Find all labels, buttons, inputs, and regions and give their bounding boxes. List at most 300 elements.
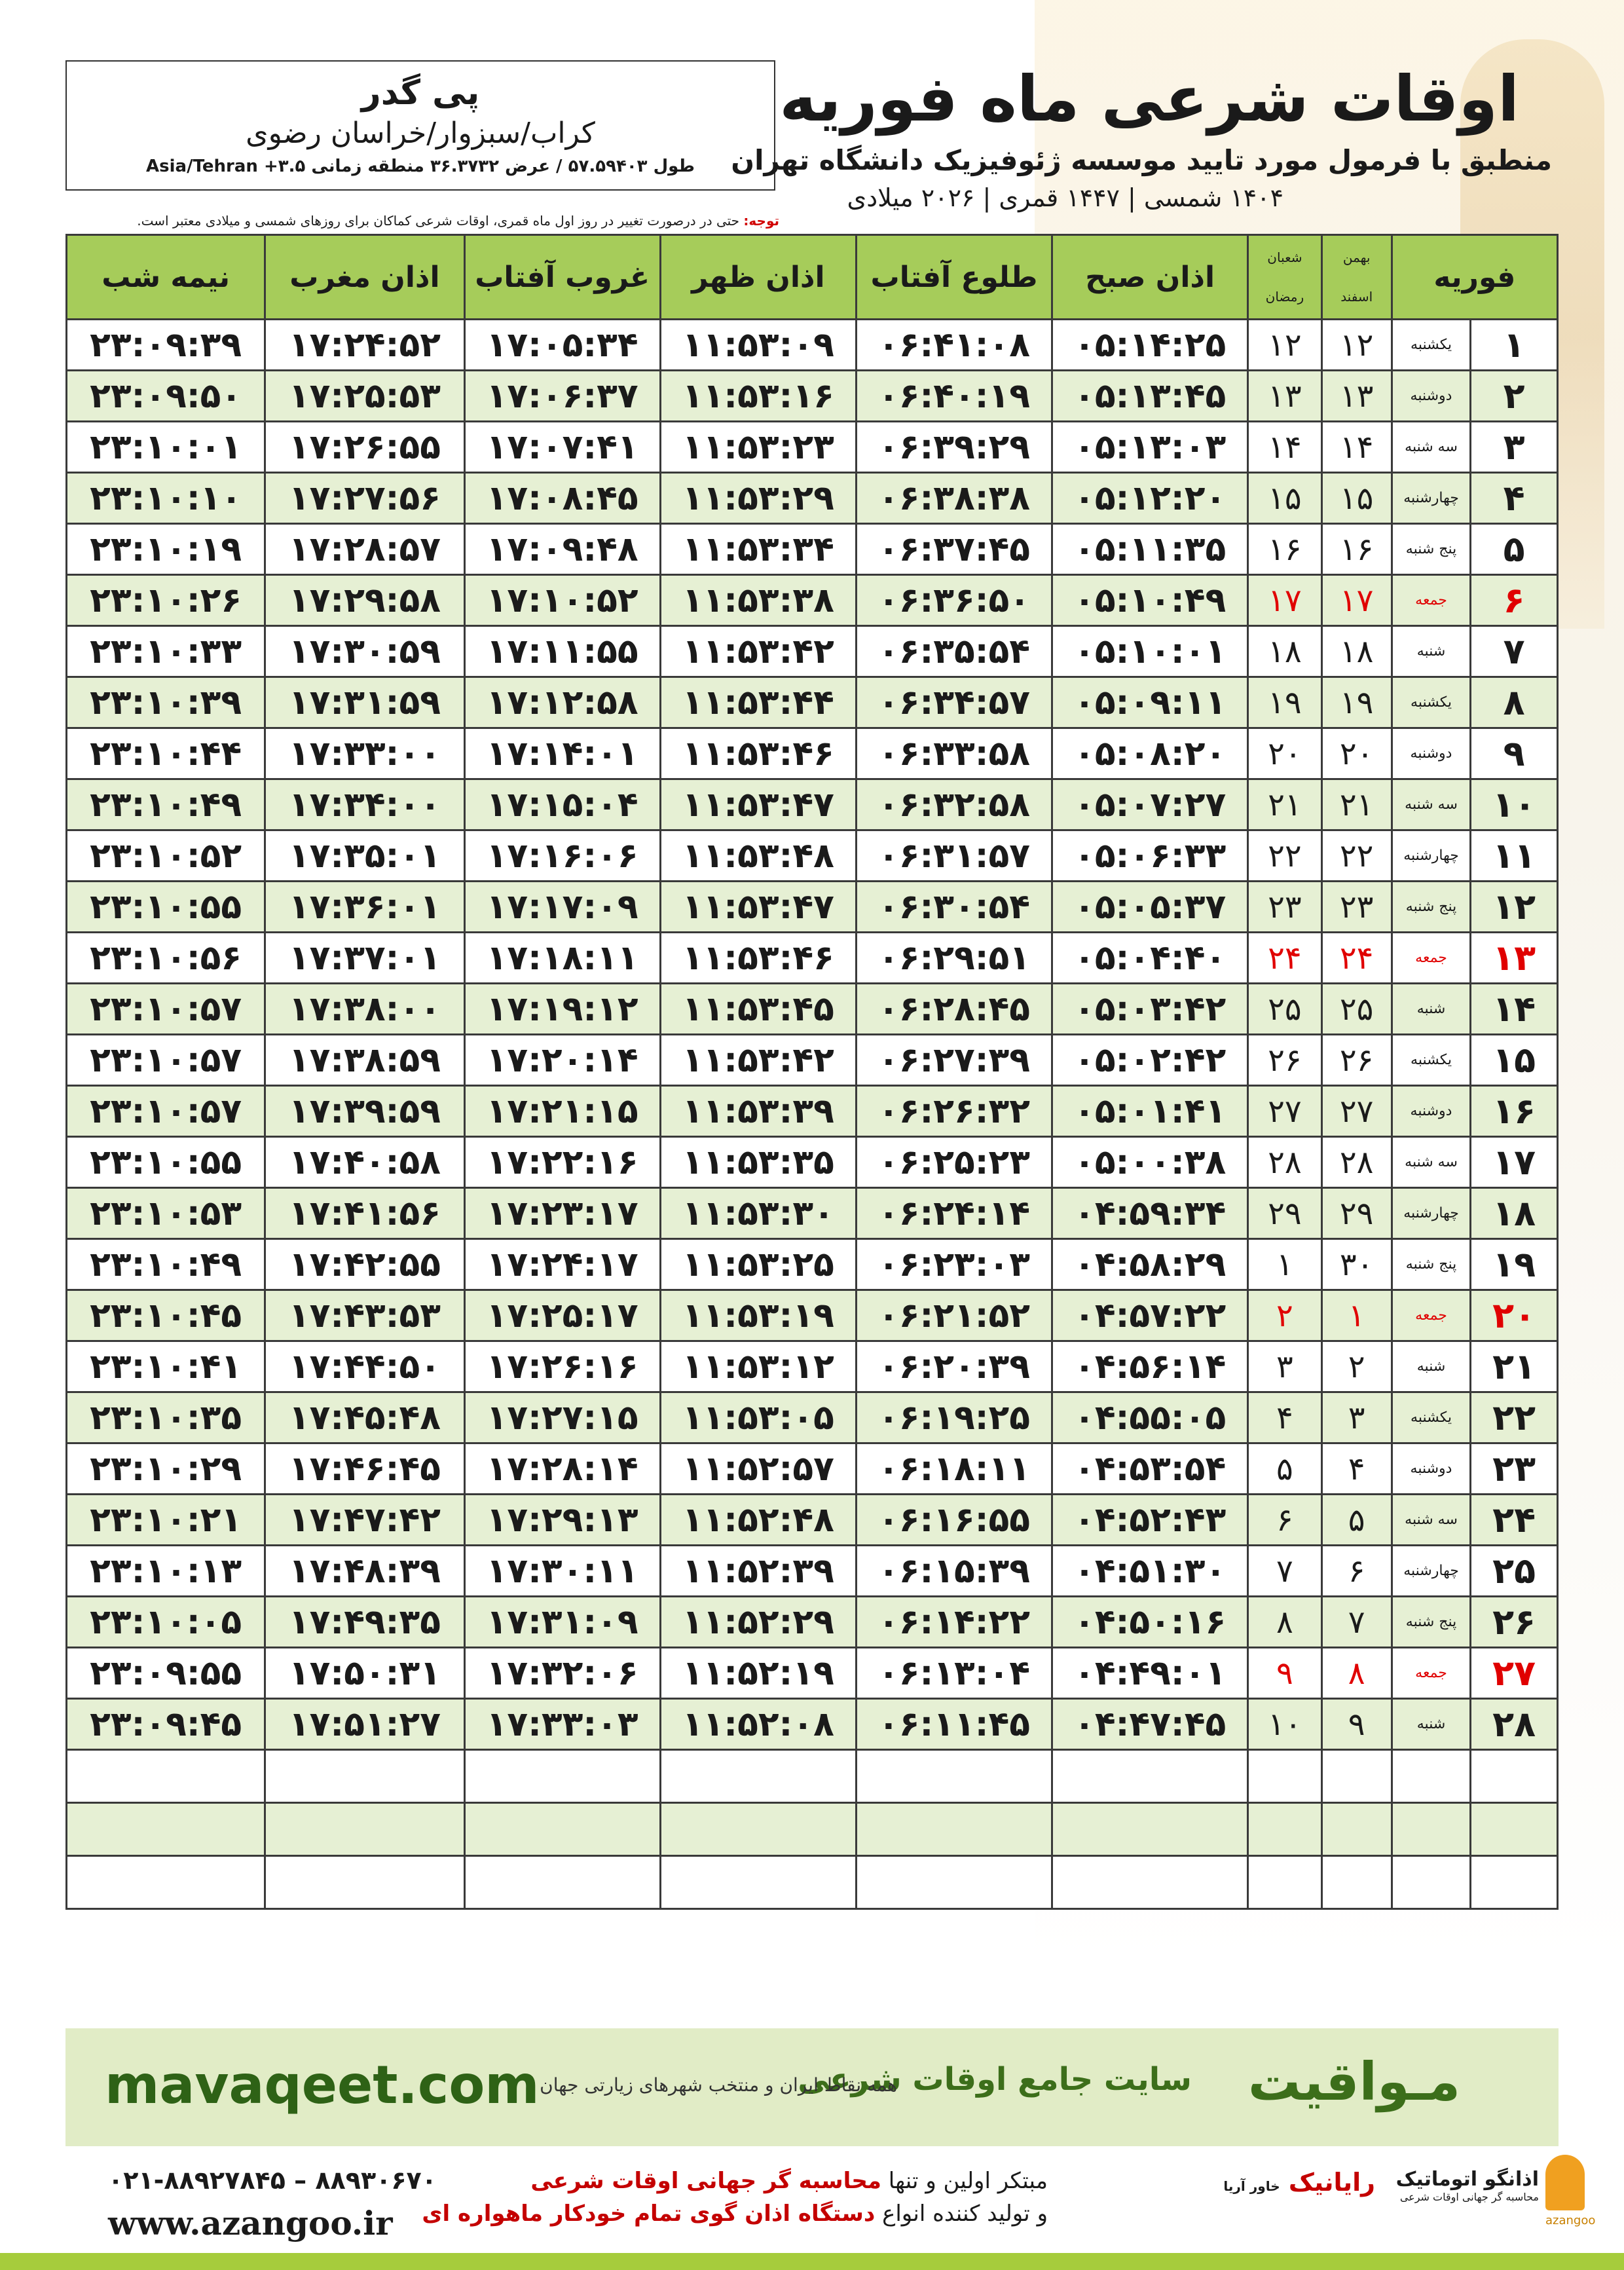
col-qamari-bottom: رمضان (1265, 289, 1304, 305)
brand-logo: مـواقیت (1247, 2051, 1460, 2112)
weekday: چهارشنبه (1392, 1188, 1470, 1239)
qamari-date: ۲ (1248, 1290, 1321, 1341)
fajr-time: ۰۴:۵۲:۴۳ (1052, 1495, 1248, 1546)
midnight-time: ۲۳:۱۰:۱۹ (67, 524, 265, 575)
weekday: چهارشنبه (1392, 830, 1470, 882)
prayer-times-table (65, 234, 1559, 1910)
shamsi-date: ۱۶ (1321, 524, 1392, 575)
col-shamsi (1321, 235, 1392, 320)
maghrib-time: ۱۷:۴۱:۵۶ (265, 1188, 464, 1239)
table-row (67, 779, 1558, 830)
empty-shamsi (1321, 1856, 1392, 1909)
fajr-time: ۰۵:۰۷:۲۷ (1052, 779, 1248, 830)
empty-day (1471, 1803, 1558, 1856)
day-number: ۲۸ (1471, 1699, 1558, 1750)
maghrib-time: ۱۷:۵۰:۳۱ (265, 1648, 464, 1699)
sunset-time: ۱۷:۲۳:۱۷ (464, 1188, 660, 1239)
qamari-date: ۶ (1248, 1495, 1321, 1546)
fajr-time: ۰۵:۰۲:۴۲ (1052, 1035, 1248, 1086)
midnight-time: ۲۳:۰۹:۵۰ (67, 371, 265, 422)
sunset-time: ۱۷:۲۷:۱۵ (464, 1392, 660, 1443)
weekday: دوشنبه (1392, 1086, 1470, 1137)
azangoo-name: اذانگو اتوماتیک (1395, 2168, 1539, 2191)
day-number: ۱۹ (1471, 1239, 1558, 1290)
maghrib-time: ۱۷:۲۸:۵۷ (265, 524, 464, 575)
day-number: ۲ (1471, 371, 1558, 422)
maghrib-time: ۱۷:۳۳:۰۰ (265, 728, 464, 779)
fajr-time: ۰۵:۰۸:۲۰ (1052, 728, 1248, 779)
fajr-time: ۰۵:۱۱:۳۵ (1052, 524, 1248, 575)
fajr-time: ۰۵:۱۲:۲۰ (1052, 473, 1248, 524)
empty-sunset (464, 1750, 660, 1803)
sunset-time: ۱۷:۱۹:۱۲ (464, 984, 660, 1035)
phone-numbers: ۰۲۱-۸۸۹۲۷۸۴۵ – ۸۸۹۳۰۶۷۰ (108, 2166, 437, 2195)
maghrib-time: ۱۷:۳۶:۰۱ (265, 882, 464, 933)
midnight-time: ۲۳:۱۰:۴۱ (67, 1341, 265, 1392)
sunrise-time: ۰۶:۲۱:۵۲ (856, 1290, 1052, 1341)
sunrise-time: ۰۶:۲۷:۳۹ (856, 1035, 1052, 1086)
weekday: یکشنبه (1392, 1035, 1470, 1086)
dhuhr-time: ۱۱:۵۲:۳۹ (660, 1546, 856, 1597)
sunrise-time: ۰۶:۱۴:۲۲ (856, 1597, 1052, 1648)
sunset-time: ۱۷:۳۱:۰۹ (464, 1597, 660, 1648)
day-number: ۶ (1471, 575, 1558, 626)
qamari-date: ۱۰ (1248, 1699, 1321, 1750)
day-number: ۲۳ (1471, 1443, 1558, 1495)
sunrise-time: ۰۶:۴۰:۱۹ (856, 371, 1052, 422)
col-midnight: نیمه شب (67, 235, 265, 320)
sunrise-time: ۰۶:۲۰:۳۹ (856, 1341, 1052, 1392)
qamari-date: ۱۶ (1248, 524, 1321, 575)
midnight-time: ۲۳:۰۹:۳۹ (67, 320, 265, 371)
dhuhr-time: ۱۱:۵۳:۱۹ (660, 1290, 856, 1341)
sunrise-time: ۰۶:۱۶:۵۵ (856, 1495, 1052, 1546)
table-row (67, 626, 1558, 677)
qamari-date: ۱۴ (1248, 422, 1321, 473)
weekday: پنج شنبه (1392, 524, 1470, 575)
empty-dhuhr (660, 1750, 856, 1803)
weekday: شنبه (1392, 1699, 1470, 1750)
empty-row (67, 1750, 1558, 1803)
table-row (67, 1495, 1558, 1546)
table-row (67, 830, 1558, 882)
qamari-date: ۲۳ (1248, 882, 1321, 933)
day-number: ۱۰ (1471, 779, 1558, 830)
table-row (67, 1392, 1558, 1443)
maghrib-time: ۱۷:۲۹:۵۸ (265, 575, 464, 626)
dhuhr-time: ۱۱:۵۳:۳۴ (660, 524, 856, 575)
fajr-time: ۰۴:۵۰:۱۶ (1052, 1597, 1248, 1648)
weekday: سه شنبه (1392, 422, 1470, 473)
sunset-time: ۱۷:۰۵:۳۴ (464, 320, 660, 371)
col-dhuhr: اذان ظهر (660, 235, 856, 320)
page-subtitle: منطبق با فرمول مورد تایید موسسه ژئوفیزیک دانشگاه تهران (731, 144, 1552, 176)
col-month: فوریه (1392, 235, 1557, 320)
qamari-date: ۲۰ (1248, 728, 1321, 779)
day-number: ۲۱ (1471, 1341, 1558, 1392)
sunset-time: ۱۷:۱۷:۰۹ (464, 882, 660, 933)
qamari-date: ۵ (1248, 1443, 1321, 1495)
midnight-time: ۲۳:۱۰:۵۳ (67, 1188, 265, 1239)
midnight-time: ۲۳:۱۰:۱۰ (67, 473, 265, 524)
qamari-date: ۸ (1248, 1597, 1321, 1648)
empty-qamari (1248, 1750, 1321, 1803)
weekday: یکشنبه (1392, 320, 1470, 371)
qamari-date: ۳ (1248, 1341, 1321, 1392)
maghrib-time: ۱۷:۴۲:۵۵ (265, 1239, 464, 1290)
shamsi-date: ۱ (1321, 1290, 1392, 1341)
empty-sunrise (856, 1856, 1052, 1909)
sunset-time: ۱۷:۲۰:۱۴ (464, 1035, 660, 1086)
azangoo-en: azangoo (1545, 2214, 1596, 2227)
weekday: جمعه (1392, 933, 1470, 984)
shamsi-date: ۳۰ (1321, 1239, 1392, 1290)
day-number: ۴ (1471, 473, 1558, 524)
empty-shamsi (1321, 1803, 1392, 1856)
midnight-time: ۲۳:۱۰:۴۹ (67, 779, 265, 830)
empty-sunset (464, 1856, 660, 1909)
fajr-time: ۰۴:۵۸:۲۹ (1052, 1239, 1248, 1290)
dhuhr-time: ۱۱:۵۳:۱۲ (660, 1341, 856, 1392)
dhuhr-time: ۱۱:۵۲:۲۹ (660, 1597, 856, 1648)
maghrib-time: ۱۷:۳۴:۰۰ (265, 779, 464, 830)
empty-row (67, 1803, 1558, 1856)
maghrib-time: ۱۷:۴۶:۴۵ (265, 1443, 464, 1495)
fajr-time: ۰۵:۱۰:۰۱ (1052, 626, 1248, 677)
sunrise-time: ۰۶:۳۱:۵۷ (856, 830, 1052, 882)
midnight-time: ۲۳:۱۰:۳۳ (67, 626, 265, 677)
day-number: ۱۳ (1471, 933, 1558, 984)
empty-day (1471, 1750, 1558, 1803)
table-row (67, 1188, 1558, 1239)
dhuhr-time: ۱۱:۵۳:۲۹ (660, 473, 856, 524)
khavar-name: خاور آریا (1223, 2178, 1280, 2194)
table-row (67, 1546, 1558, 1597)
sunset-time: ۱۷:۱۱:۵۵ (464, 626, 660, 677)
sunrise-time: ۰۶:۴۱:۰۸ (856, 320, 1052, 371)
maghrib-time: ۱۷:۲۵:۵۳ (265, 371, 464, 422)
dhuhr-time: ۱۱:۵۳:۰۹ (660, 320, 856, 371)
shamsi-date: ۳ (1321, 1392, 1392, 1443)
weekday: سه شنبه (1392, 1137, 1470, 1188)
dhuhr-time: ۱۱:۵۳:۴۴ (660, 677, 856, 728)
azangoo-website[interactable]: www.azangoo.ir (108, 2204, 393, 2242)
qamari-date: ۲۵ (1248, 984, 1321, 1035)
maghrib-time: ۱۷:۲۴:۵۲ (265, 320, 464, 371)
weekday: پنج شنبه (1392, 1597, 1470, 1648)
day-number: ۹ (1471, 728, 1558, 779)
table-row (67, 1699, 1558, 1750)
shamsi-date: ۱۹ (1321, 677, 1392, 728)
maghrib-time: ۱۷:۴۴:۵۰ (265, 1341, 464, 1392)
empty-weekday (1392, 1856, 1470, 1909)
maghrib-time: ۱۷:۴۰:۵۸ (265, 1137, 464, 1188)
sunrise-time: ۰۶:۳۹:۲۹ (856, 422, 1052, 473)
empty-dhuhr (660, 1803, 856, 1856)
calendar-years: ۱۴۰۴ شمسی | ۱۴۴۷ قمری | ۲۰۲۶ میلادی (847, 183, 1283, 212)
location-box (65, 60, 775, 191)
dhuhr-time: ۱۱:۵۳:۴۷ (660, 779, 856, 830)
sunrise-time: ۰۶:۲۶:۳۲ (856, 1086, 1052, 1137)
qamari-date: ۱ (1248, 1239, 1321, 1290)
fajr-time: ۰۴:۵۹:۳۴ (1052, 1188, 1248, 1239)
sunset-time: ۱۷:۳۰:۱۱ (464, 1546, 660, 1597)
midnight-time: ۲۳:۱۰:۵۵ (67, 1137, 265, 1188)
shamsi-date: ۷ (1321, 1597, 1392, 1648)
day-number: ۳ (1471, 422, 1558, 473)
col-qamari (1248, 235, 1321, 320)
dhuhr-time: ۱۱:۵۳:۴۶ (660, 933, 856, 984)
website-link[interactable]: mavaqeet.com (105, 2055, 540, 2115)
fajr-time: ۰۵:۰۱:۴۱ (1052, 1086, 1248, 1137)
sunset-time: ۱۷:۰۸:۴۵ (464, 473, 660, 524)
shamsi-date: ۵ (1321, 1495, 1392, 1546)
qamari-date: ۲۴ (1248, 933, 1321, 984)
day-number: ۲۲ (1471, 1392, 1558, 1443)
empty-row (67, 1856, 1558, 1909)
dhuhr-time: ۱۱:۵۳:۲۳ (660, 422, 856, 473)
empty-sunrise (856, 1750, 1052, 1803)
weekday: شنبه (1392, 984, 1470, 1035)
fajr-time: ۰۵:۰۶:۳۳ (1052, 830, 1248, 882)
dhuhr-time: ۱۱:۵۳:۳۵ (660, 1137, 856, 1188)
fajr-time: ۰۴:۵۷:۲۲ (1052, 1290, 1248, 1341)
midnight-time: ۲۳:۰۹:۴۵ (67, 1699, 265, 1750)
weekday: دوشنبه (1392, 728, 1470, 779)
sunrise-time: ۰۶:۱۱:۴۵ (856, 1699, 1052, 1750)
day-number: ۷ (1471, 626, 1558, 677)
weekday: شنبه (1392, 626, 1470, 677)
shamsi-date: ۸ (1321, 1648, 1392, 1699)
table-row (67, 1239, 1558, 1290)
empty-qamari (1248, 1803, 1321, 1856)
maghrib-time: ۱۷:۲۶:۵۵ (265, 422, 464, 473)
footer-banner (65, 2028, 1559, 2146)
empty-weekday (1392, 1750, 1470, 1803)
sunrise-time: ۰۶:۱۳:۰۴ (856, 1648, 1052, 1699)
weekday: چهارشنبه (1392, 1546, 1470, 1597)
weekday: جمعه (1392, 1648, 1470, 1699)
fajr-time: ۰۵:۰۳:۴۲ (1052, 984, 1248, 1035)
midnight-time: ۲۳:۱۰:۲۱ (67, 1495, 265, 1546)
maghrib-time: ۱۷:۴۷:۴۲ (265, 1495, 464, 1546)
fajr-time: ۰۴:۴۷:۴۵ (1052, 1699, 1248, 1750)
midnight-time: ۲۳:۱۰:۴۴ (67, 728, 265, 779)
col-qamari-top: شعبان (1267, 250, 1302, 265)
qamari-date: ۷ (1248, 1546, 1321, 1597)
qamari-date: ۹ (1248, 1648, 1321, 1699)
midnight-time: ۲۳:۱۰:۲۶ (67, 575, 265, 626)
sunrise-time: ۰۶:۳۳:۵۸ (856, 728, 1052, 779)
dhuhr-time: ۱۱:۵۲:۰۸ (660, 1699, 856, 1750)
day-number: ۱۱ (1471, 830, 1558, 882)
table-row (67, 728, 1558, 779)
midnight-time: ۲۳:۱۰:۵۷ (67, 1035, 265, 1086)
info-line-1 (530, 2168, 1048, 2194)
qamari-date: ۱۸ (1248, 626, 1321, 677)
fajr-time: ۰۴:۵۱:۳۰ (1052, 1546, 1248, 1597)
table-row (67, 933, 1558, 984)
empty-day (1471, 1856, 1558, 1909)
shamsi-date: ۲۰ (1321, 728, 1392, 779)
fajr-time: ۰۴:۵۶:۱۴ (1052, 1341, 1248, 1392)
maghrib-time: ۱۷:۴۹:۳۵ (265, 1597, 464, 1648)
sunset-time: ۱۷:۲۴:۱۷ (464, 1239, 660, 1290)
qamari-date: ۱۳ (1248, 371, 1321, 422)
table-row (67, 984, 1558, 1035)
weekday: دوشنبه (1392, 371, 1470, 422)
note (137, 213, 779, 229)
midnight-time: ۲۳:۱۰:۵۷ (67, 1086, 265, 1137)
weekday: پنج شنبه (1392, 1239, 1470, 1290)
sunrise-time: ۰۶:۳۷:۴۵ (856, 524, 1052, 575)
day-number: ۱۶ (1471, 1086, 1558, 1137)
azangoo-subtitle: محاسبه گر جهانی اوقات شرعی (1399, 2191, 1539, 2203)
dhuhr-time: ۱۱:۵۳:۴۸ (660, 830, 856, 882)
table-row (67, 1137, 1558, 1188)
empty-fajr (1052, 1750, 1248, 1803)
sunset-time: ۱۷:۱۵:۰۴ (464, 779, 660, 830)
table-row (67, 320, 1558, 371)
qamari-date: ۱۵ (1248, 473, 1321, 524)
weekday: سه شنبه (1392, 1495, 1470, 1546)
col-sunrise: طلوع آفتاب (856, 235, 1052, 320)
fajr-time: ۰۵:۱۳:۴۵ (1052, 371, 1248, 422)
dhuhr-time: ۱۱:۵۳:۴۵ (660, 984, 856, 1035)
qamari-date: ۱۷ (1248, 575, 1321, 626)
day-number: ۱۲ (1471, 882, 1558, 933)
shamsi-date: ۱۲ (1321, 320, 1392, 371)
weekday: پنج شنبه (1392, 882, 1470, 933)
midnight-time: ۲۳:۱۰:۳۹ (67, 677, 265, 728)
table-row (67, 1443, 1558, 1495)
shamsi-date: ۲۱ (1321, 779, 1392, 830)
shamsi-date: ۱۳ (1321, 371, 1392, 422)
sunset-time: ۱۷:۲۶:۱۶ (464, 1341, 660, 1392)
region-name: کراب/سبزوار/خراسان رضوی (246, 117, 595, 150)
empty-maghrib (265, 1750, 464, 1803)
shamsi-date: ۲۳ (1321, 882, 1392, 933)
col-sunset: غروب آفتاب (464, 235, 660, 320)
sunset-time: ۱۷:۲۸:۱۴ (464, 1443, 660, 1495)
shamsi-date: ۲۲ (1321, 830, 1392, 882)
rayanik-name: رایانیک (1288, 2168, 1375, 2197)
fajr-time: ۰۵:۱۳:۰۳ (1052, 422, 1248, 473)
sunset-time: ۱۷:۰۹:۴۸ (464, 524, 660, 575)
shamsi-date: ۲۹ (1321, 1188, 1392, 1239)
qamari-date: ۲۸ (1248, 1137, 1321, 1188)
sunset-time: ۱۷:۳۲:۰۶ (464, 1648, 660, 1699)
weekday: شنبه (1392, 1341, 1470, 1392)
dhuhr-time: ۱۱:۵۳:۳۸ (660, 575, 856, 626)
dhuhr-time: ۱۱:۵۲:۱۹ (660, 1648, 856, 1699)
sunset-time: ۱۷:۲۱:۱۵ (464, 1086, 660, 1137)
shamsi-date: ۲۶ (1321, 1035, 1392, 1086)
sunrise-time: ۰۶:۳۶:۵۰ (856, 575, 1052, 626)
shamsi-date: ۲۷ (1321, 1086, 1392, 1137)
sunrise-time: ۰۶:۳۵:۵۴ (856, 626, 1052, 677)
weekday: یکشنبه (1392, 1392, 1470, 1443)
qamari-date: ۲۷ (1248, 1086, 1321, 1137)
col-maghrib: اذان مغرب (265, 235, 464, 320)
table-row (67, 882, 1558, 933)
empty-weekday (1392, 1803, 1470, 1856)
empty-midnight (67, 1856, 265, 1909)
info-line-2-a: و تولید کننده انواع (882, 2201, 1048, 2227)
table-row (67, 1290, 1558, 1341)
fajr-time: ۰۵:۱۴:۲۵ (1052, 320, 1248, 371)
note-label: توجه: (743, 213, 779, 229)
fajr-time: ۰۴:۵۵:۰۵ (1052, 1392, 1248, 1443)
sunrise-time: ۰۶:۲۴:۱۴ (856, 1188, 1052, 1239)
dhuhr-time: ۱۱:۵۳:۳۰ (660, 1188, 856, 1239)
table-row (67, 422, 1558, 473)
dhuhr-time: ۱۱:۵۳:۴۲ (660, 1035, 856, 1086)
maghrib-time: ۱۷:۴۸:۳۹ (265, 1546, 464, 1597)
sunset-time: ۱۷:۲۲:۱۶ (464, 1137, 660, 1188)
table-row (67, 1648, 1558, 1699)
qamari-date: ۲۱ (1248, 779, 1321, 830)
brand-tagline-secondary: همه نقاط ایران و منتخب شهرهای زیارتی جهان (540, 2074, 897, 2096)
empty-maghrib (265, 1856, 464, 1909)
shamsi-date: ۱۷ (1321, 575, 1392, 626)
shamsi-date: ۶ (1321, 1546, 1392, 1597)
midnight-time: ۲۳:۱۰:۰۱ (67, 422, 265, 473)
sunset-time: ۱۷:۱۲:۵۸ (464, 677, 660, 728)
bottom-stripe (0, 2253, 1624, 2270)
dhuhr-time: ۱۱:۵۳:۲۵ (660, 1239, 856, 1290)
midnight-time: ۲۳:۱۰:۵۲ (67, 830, 265, 882)
sunset-time: ۱۷:۰۷:۴۱ (464, 422, 660, 473)
qamari-date: ۱۹ (1248, 677, 1321, 728)
shamsi-date: ۴ (1321, 1443, 1392, 1495)
table-header-row (67, 235, 1558, 320)
empty-sunrise (856, 1803, 1052, 1856)
day-number: ۸ (1471, 677, 1558, 728)
midnight-time: ۲۳:۱۰:۵۷ (67, 984, 265, 1035)
note-text: حتی در درصورت تغییر در روز اول ماه قمری، اوقات شرعی کماکان برای روزهای شمسی و میلادی معتبر است. (137, 213, 740, 229)
maghrib-time: ۱۷:۳۱:۵۹ (265, 677, 464, 728)
midnight-time: ۲۳:۱۰:۱۳ (67, 1546, 265, 1597)
coordinates: طول ۵۷.۵۹۴۰۳ / عرض ۳۶.۳۷۳۲ منطقه زمانی ۳.۵+ Asia/Tehran (146, 157, 695, 176)
day-number: ۱ (1471, 320, 1558, 371)
weekday: یکشنبه (1392, 677, 1470, 728)
maghrib-time: ۱۷:۳۵:۰۱ (265, 830, 464, 882)
empty-maghrib (265, 1803, 464, 1856)
dhuhr-time: ۱۱:۵۳:۰۵ (660, 1392, 856, 1443)
sunrise-time: ۰۶:۲۸:۴۵ (856, 984, 1052, 1035)
shamsi-date: ۲۴ (1321, 933, 1392, 984)
table-row (67, 1086, 1558, 1137)
sunset-time: ۱۷:۲۹:۱۳ (464, 1495, 660, 1546)
brand-tagline: سایت جامع اوقات شرعی (798, 2061, 1192, 2098)
maghrib-time: ۱۷:۴۳:۵۳ (265, 1290, 464, 1341)
midnight-time: ۲۳:۱۰:۲۹ (67, 1443, 265, 1495)
sunrise-time: ۰۶:۲۵:۲۳ (856, 1137, 1052, 1188)
empty-shamsi (1321, 1750, 1392, 1803)
fajr-time: ۰۵:۰۵:۳۷ (1052, 882, 1248, 933)
shamsi-date: ۲۵ (1321, 984, 1392, 1035)
day-number: ۲۵ (1471, 1546, 1558, 1597)
fajr-time: ۰۵:۰۰:۳۸ (1052, 1137, 1248, 1188)
shamsi-date: ۲۸ (1321, 1137, 1392, 1188)
city-name: پی گدر (361, 73, 480, 113)
sunset-time: ۱۷:۱۰:۵۲ (464, 575, 660, 626)
col-shamsi-bottom: اسفند (1340, 289, 1373, 305)
azangoo-icon (1545, 2155, 1596, 2227)
empty-sunset (464, 1803, 660, 1856)
maghrib-time: ۱۷:۴۵:۴۸ (265, 1392, 464, 1443)
